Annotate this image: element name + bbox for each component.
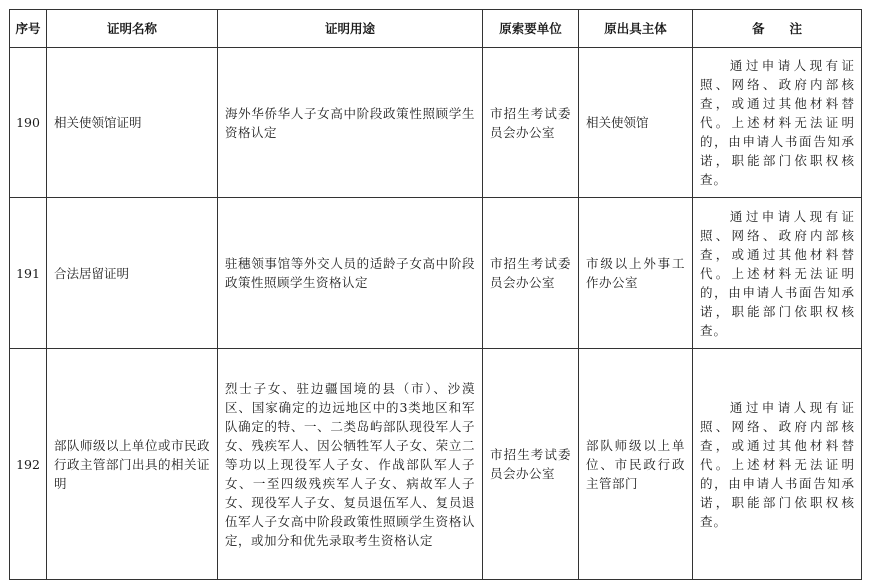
cell-remark <box>693 198 862 349</box>
cell-purpose: 烈士子女、驻边疆国境的县（市）、沙漠区、国家确定的边远地区中的3类地区和军队确定的特、一、二类岛屿部队现役军人子女、残疾军人、因公牺牲军人子女、荣立二等功以上现役军人子女、作战部队军人子女、一至四级残疾军人子女、病故军人子女、现役军人子女、复员退伍军人、复员退伍军人子女高中阶段政策性照顾学生资格认定，或加分和优先录取考生资格认定 <box>218 349 483 580</box>
table-header <box>10 10 862 48</box>
cell-purpose: 海外华侨华人子女高中阶段政策性照顾学生资格认定 <box>218 48 483 198</box>
cell-name: 相关使领馆证明 <box>47 48 218 198</box>
cell-seq: 191 <box>10 198 47 349</box>
remark-text: 通过申请人现有证照、网络、政府内部核查，或通过其他材料替代。上述材料无法证明的，由申请人书面告知承诺，职能部门依职权核查。 <box>700 208 855 338</box>
table-row <box>10 349 862 580</box>
cell-seq: 190 <box>10 48 47 198</box>
remark-text: 通过申请人现有证照、网络、政府内部核查，或通过其他材料替代。上述材料无法证明的，由申请人书面告知承诺，职能部门依职权核查。 <box>700 58 855 187</box>
cell-issuer: 相关使领馆 <box>579 48 693 198</box>
header-row <box>10 10 862 48</box>
cell-purpose: 驻穗领事馆等外交人员的适龄子女高中阶段政策性照顾学生资格认定 <box>218 198 483 349</box>
cell-requester: 市招生考试委员会办公室 <box>483 198 579 349</box>
table-body <box>10 48 862 580</box>
cell-remark <box>693 349 862 580</box>
certificate-table <box>9 9 862 580</box>
cell-seq: 192 <box>10 349 47 580</box>
cell-name: 合法居留证明 <box>47 198 218 349</box>
cell-name: 部队师级以上单位或市民政行政主管部门出具的相关证明 <box>47 349 218 580</box>
header-requester: 原索要单位 <box>483 10 579 48</box>
cell-requester: 市招生考试委员会办公室 <box>483 349 579 580</box>
header-remark: 备 注 <box>693 10 862 48</box>
header-seq: 序号 <box>10 10 47 48</box>
table-row <box>10 48 862 198</box>
cell-remark <box>693 48 862 198</box>
table-row <box>10 198 862 349</box>
header-purpose: 证明用途 <box>218 10 483 48</box>
header-issuer: 原出具主体 <box>579 10 693 48</box>
cell-issuer: 部队师级以上单位、市民政行政主管部门 <box>579 349 693 580</box>
cell-requester: 市招生考试委员会办公室 <box>483 48 579 198</box>
cell-issuer: 市级以上外事工作办公室 <box>579 198 693 349</box>
header-name: 证明名称 <box>47 10 218 48</box>
remark-text: 通过申请人现有证照、网络、政府内部核查，或通过其他材料替代。上述材料无法证明的，由申请人书面告知承诺，职能部门依职权核查。 <box>700 399 855 529</box>
